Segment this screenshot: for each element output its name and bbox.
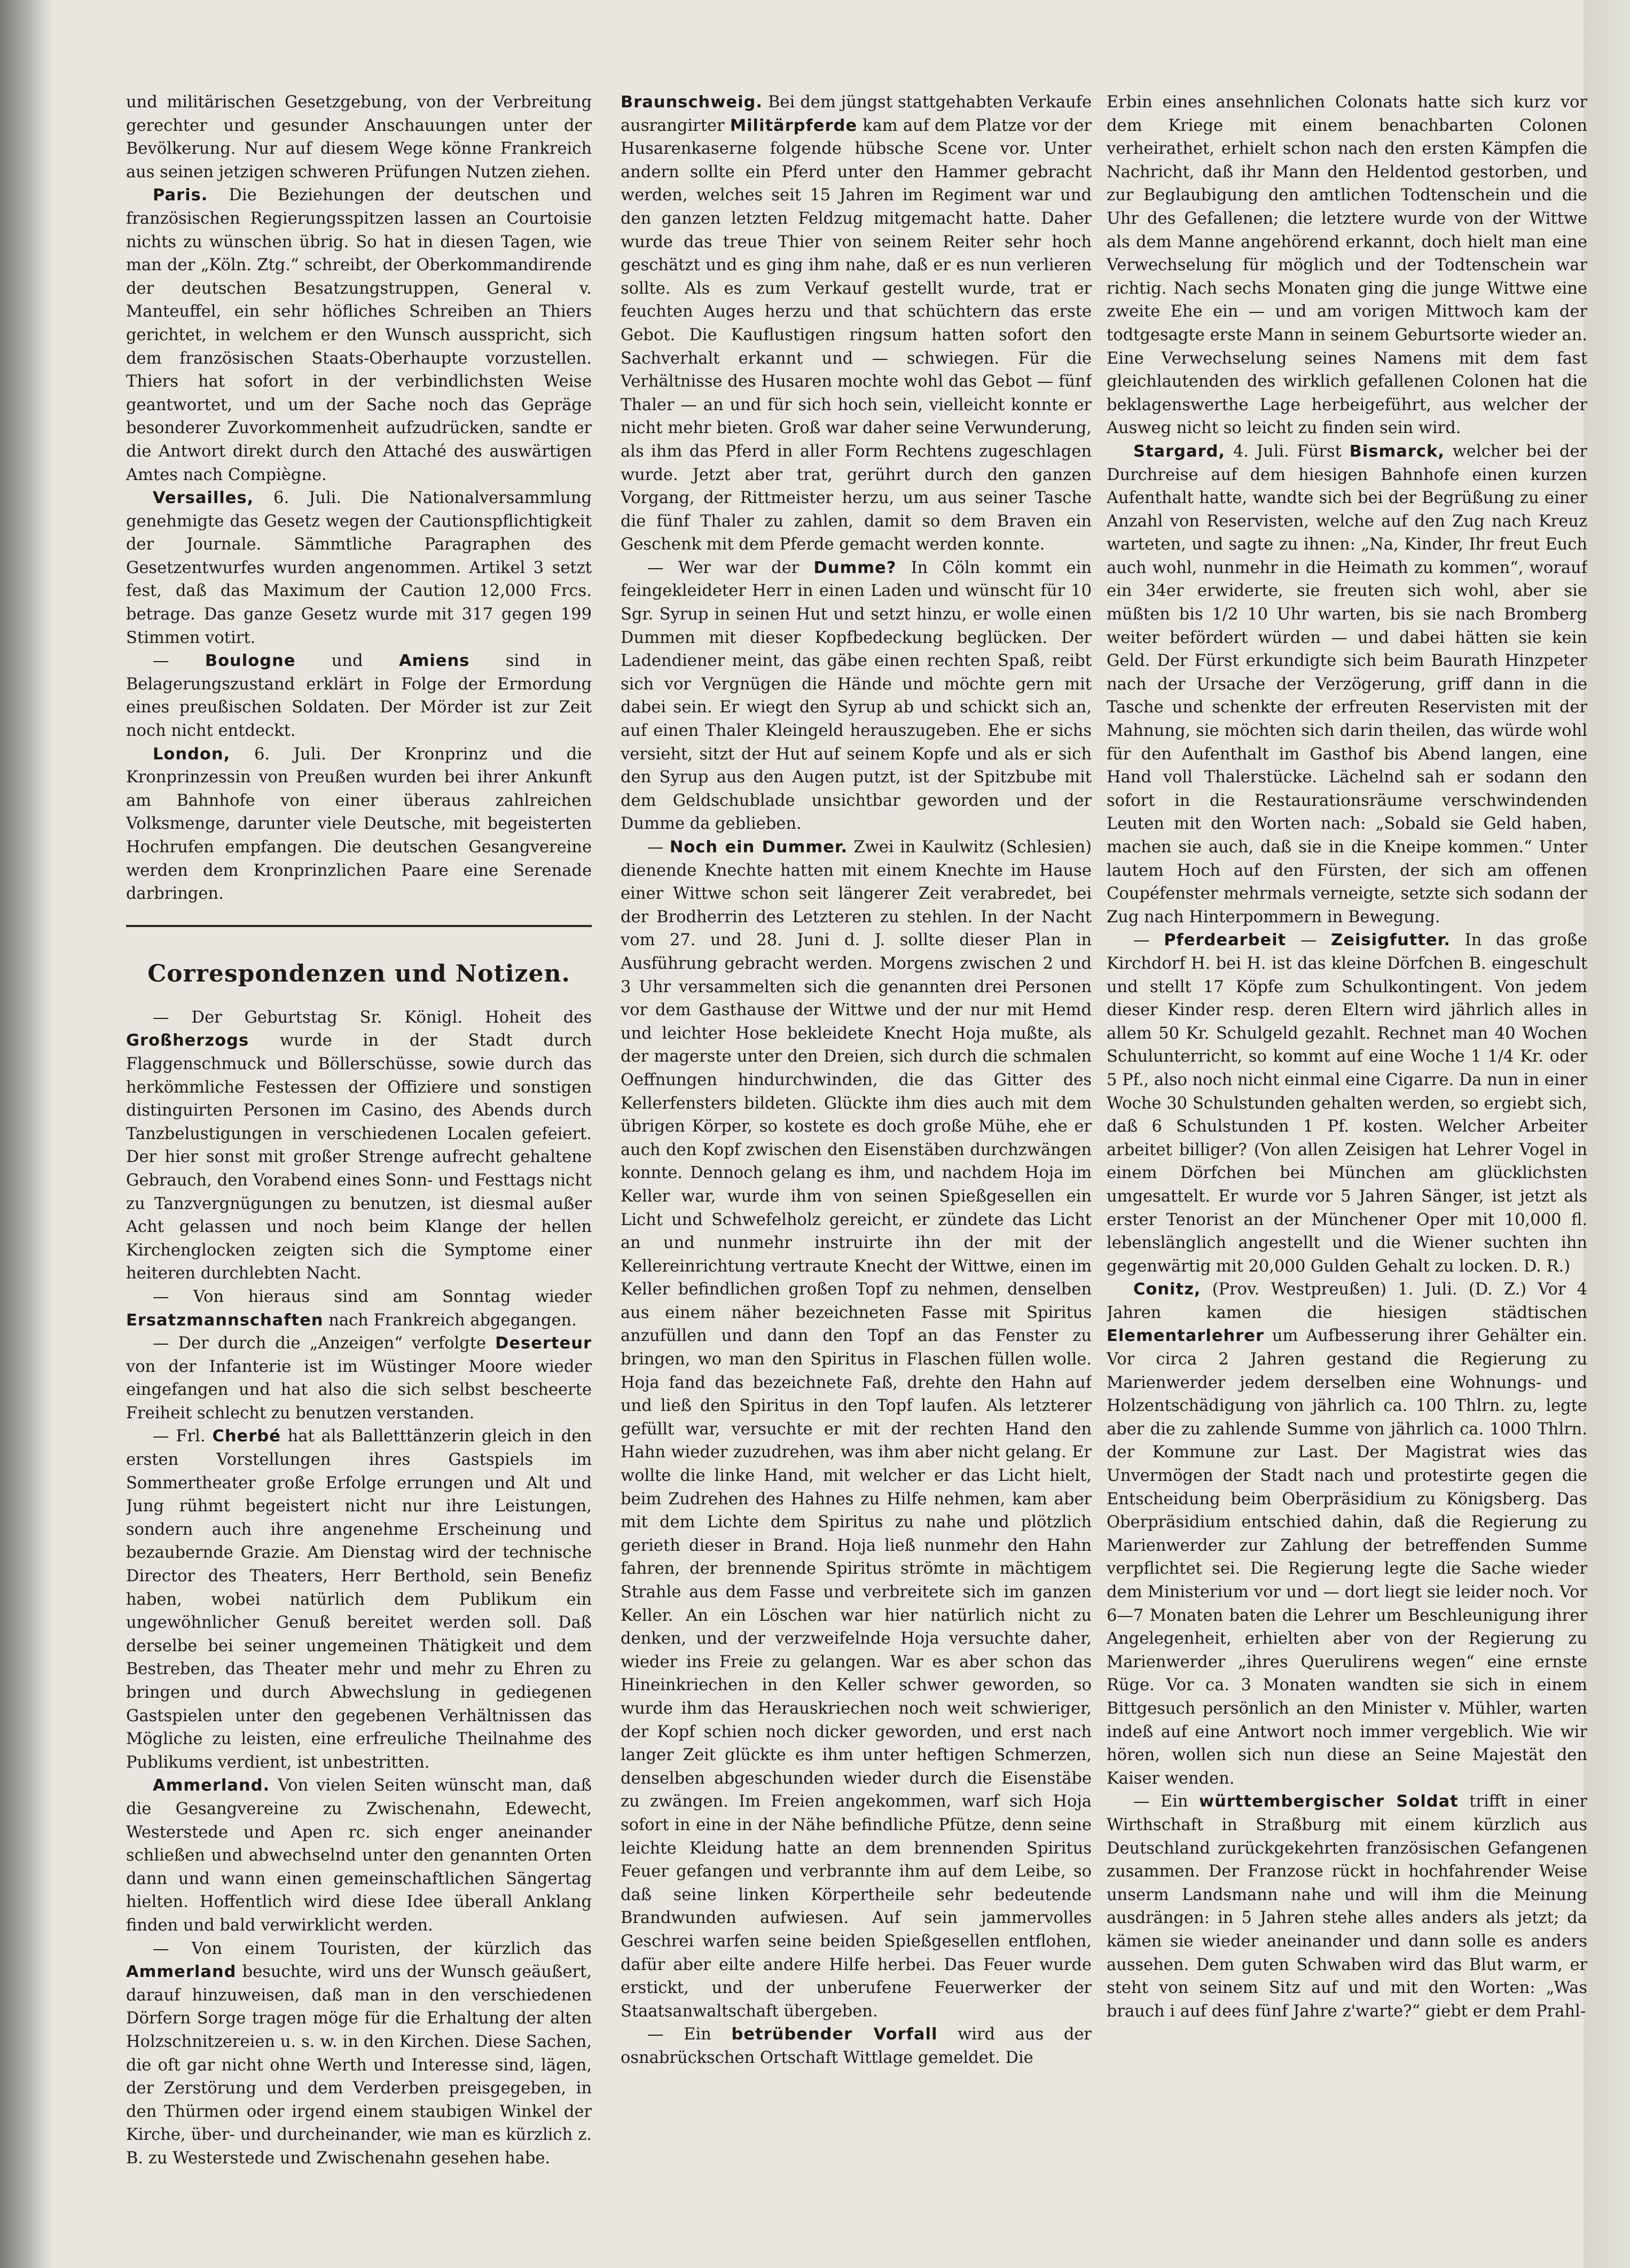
paragraph-tourist: — Von einem Touristen, der kürzlich das Ammerland besuchte, wird uns der Wunsch geäußert, darauf hinzuweisen, daß man in den verschiedenen Dörfern Sorge tragen möge für die Erhaltung der alten Holzschnitzereien u. s. w. in den Kirchen. Diese Sachen, die oft gar nicht ohne Werth und Interesse sind, lägen, der Zerstörung und dem Verderben preisgegeben, in den Thürmen oder irgend einem staubigen Winkel der Kirche, über- und durcheinander, wie man es kürzlich z. B. zu Westerstede und Zwischenahn gesehen habe.	[126, 1939, 592, 2168]
paragraph-cherbe: — Frl. Cherbé hat als Balletttänzerin gleich in den ersten Vorstellungen ihres Gastspiels im Sommertheater große Erfolge errungen und Alt und Jung rühmt begeistert nicht nur ihre Leistungen, sondern auch ihre angenehme Erscheinung und bezaubernde Grazie. Am Dienstag wird der technische Director des Theaters, Herr Berthold, sein Benefiz haben, wobei natürlich dem Publikum ein ungewöhnlicher Genuß bereitet werden soll. Daß derselbe bei seiner ungemeinen Thätigkeit und dem Bestreben, das Theater mehr und mehr zu Ehren zu bringen und durch Abwechslung in gediegenen Gastspielen unter den gegebenen Verhältnissen das Mögliche zu leisten, eine erfreuliche Theilnahme des Publikums verdient, ist unbestritten.	[126, 1427, 592, 1772]
paragraph-london: London, 6. Juli. Der Kronprinz und die Kronprinzessin von Preußen wurden bei ihrer Ankunft am Bahnhofe von einer überaus zahlreichen Volksmenge, darunter viele Deutsche, mit begeisterten Hochrufen empfangen. Die deutschen Gesangvereine werden dem Kronprinzlichen Paare eine Serenade darbringen.	[126, 744, 592, 904]
paragraph-noch-ein-dummer: — Noch ein Dummer. Zwei in Kaulwitz (Schlesien) dienende Knechte hatten mit einem Knechte im Hause einer Wittwe schon seit längerer Zeit verabredet, bei der Brodherrin des Letzteren zu stehlen. In der Nacht vom 27. und 28. Juni d. J. sollte dieser Plan in Ausführung gebracht werden. Morgens zwischen 2 und 3 Uhr versammelten sich die genannten drei Personen vor dem Gasthause der Wittwe und der nur mit Hemd und leichter Hose bekleidete Knecht Hoja mußte, als der magerste unter den Dreien, sich durch die schmalen Oeffnungen hindurchwinden, die das Gitter des Kellerfensters bildeten. Glückte ihm dies auch mit dem übrigen Körper, so kostete es doch große Mühe, ehe er auch den Kopf zwischen den Eisenstäben durchzwängen konnte. Dennoch gelang es ihm, und nachdem Hoja im Keller war, wurde ihm von seinen Spießgesellen ein Licht und Schwefelholz gereicht, er zündete das Licht an und nunmehr instruirte ihn der mit der Kellereinrichtung vertraute Knecht der Wittwe, einen im Keller befindlichen großen Topf zu nehmen, denselben aus einem näher bezeichneten Fasse mit Spiritus anzufüllen und dann den Topf an das Fenster zu bringen, wo man den Spiritus in Flaschen füllen wolle. Hoja fand das bezeichnete Faß, drehte den Hahn auf und ließ den Spiritus in den Topf laufen. Als letzterer gefüllt war, versuchte er mit der rechten Hand den Hahn wieder zuzudrehen, was ihm aber nicht gelang. Er wollte die linke Hand, mit welcher er das Licht hielt, beim Zudrehen des Hahnes zu Hilfe nehmen, kam aber mit dem Lichte dem Spiritus zu nahe und plötzlich gerieth dieser in Brand. Hoja ließ nunmehr den Hahn fahren, der brennende Spiritus strömte in mächtigem Strahle aus dem Fasse und verbreitete sich im ganzen Keller. An ein Löschen war hier natürlich nicht zu denken, und der verzweifelnde Hoja versuchte daher, wieder ins Freie zu gelangen. War es aber schon das Hineinkriechen in den Keller schwer geworden, so wurde ihm das Herauskriechen noch weit schwieriger, der Kopf schien noch dicker geworden, und erst nach langer Zeit glückte es ihm unter heftigen Schmerzen, denselben abgeschunden wieder durch die Eisenstäbe zu zwängen. Im Freien angekommen, warf sich Hoja sofort in eine in der Nähe befindliche Pfütze, denn seine leichte Kleidung hatte an dem brennenden Spiritus Feuer gefangen und verbrannte ihm auf dem Leibe, so daß seine linken Körpertheile sehr bedeutende Brandwunden aufwiesen. Auf sein jammervolles Geschrei warfen seine beiden Spießgesellen entflohen, dafür aber eilte andere Hilfe herbei. Das Feuer wurde erstickt, und der unberufene Feuerwerker der Staatsanwaltschaft übergeben.	[621, 838, 1092, 2021]
paragraph-pferdearbeit: — Pferdearbeit — Zeisigfutter. In das große Kirchdorf H. bei H. ist das kleine Dörfchen B. eingeschult und stellt 17 Köpfe zum Schulkontingent. Von jedem dieser Kinder resp. deren Eltern wird jährlich alles in allem 50 Kr. Schulgeld gezahlt. Rechnet man 40 Wochen Schulunterricht, so kommt auf eine Woche 1 1/4 Kr. oder 5 Pf., also noch nicht einmal eine Cigarre. Da nun in einer Woche 30 Schulstunden gehalten werden, so ergiebt sich, daß 6 Schulstunden 1 Pf. kosten. Welcher Arbeiter arbeitet billiger? (Von allen Zeisigen hat Lehrer Vogel in einem Dörfchen bei München am glücklichsten umgesattelt. Er wurde vor 5 Jahren Sänger, ist jetzt als erster Tenorist an der Münchener Oper mit 10,000 fl. lebenslänglich angestellt und die Wiener suchten ihn gegenwärtig mit 20,000 Gulden Gehalt zu locken. D. R.)	[1107, 931, 1587, 1276]
paragraph-ammerland: Ammerland. Von vielen Seiten wünscht man, daß die Gesangvereine zu Zwischenahn, Edewecht, Westerstede und Apen rc. sich enger aneinander schließen und abwechselnd unter den genannten Orten dann und wann einen gemeinschaftlichen Sängertag hielten. Hoffentlich wird diese Idee überall Anklang finden und bald verwirklicht werden.	[126, 1776, 592, 1935]
section-divider	[126, 925, 592, 927]
page-edge	[1584, 0, 1630, 2268]
dateline-amiens: Amiens	[398, 652, 470, 671]
paragraph-paris: Paris. Die Beziehungen der deutschen und französischen Regierungsspitzen lassen an Courtoisie nichts zu wünschen übrig. So hat in diesen Tagen, wie man der „Köln. Ztg.“ schreibt, der Oberkommandirende der deutschen Besatzungstruppen, General v. Manteuffel, ein sehr höfliches Schreiben an Thiers gerichtet, in welchem er den Wunsch ausspricht, sich dem französischen Staats-Oberhaupte vorzustellen. Thiers hat sofort in der verbindlichsten Weise geantwortet, und um der Sache noch das Gepräge besonderer Zuvorkommenheit aufzudrücken, sandte er die Antwort direkt durch den Attaché des auswärtigen Amtes nach Compiègne.	[126, 186, 592, 484]
dateline-boulogne: Boulogne	[205, 652, 296, 671]
paragraph-ersatzmannschaften: — Von hieraus sind am Sonntag wieder Ersatzmannschaften nach Frankreich abgegangen.	[126, 1287, 592, 1330]
paragraph-conitz: Conitz, (Prov. Westpreußen) 1. Juli. (D. Z.) Vor 4 Jahren kamen die hiesigen städtischen Elementarlehrer um Aufbesserung ihrer Gehälter ein. Vor circa 2 Jahren gestand die Regierung zu Marienwerder jedem derselben eine Wohnungs- und Holzentschädigung von jährlich ca. 100 Thlrn. zu, legte aber die zu zahlende Summe von jährlich ca. 1000 Thlrn. der Kommune zur Last. Der Magistrat wies das Unvermögen der Stadt nach und protestirte gegen die Entscheidung beim Oberpräsidium zu Königsberg. Das Oberpräsidium entschied dahin, daß die Regierung zu Marienwerder zur Zahlung der betreffenden Summe verpflichtet sei. Die Regierung legte die Sache wieder dem Ministerium vor und — dort liegt sie leider noch. Vor 6—7 Monaten baten die Lehrer um Beschleunigung ihrer Angelegenheit, erhielten aber von der Regierung zu Marienwerder „ihres Querulirens wegen“ eine ernste Rüge. Vor ca. 3 Monaten wandten sie sich in einem Bittgesuch persönlich an den Minister v. Mühler, warten indeß auf eine Antwort noch immer vergeblich. Wie wir hören, wollen sich nun diese an Seine Majestät den Kaiser wenden.	[1107, 1280, 1587, 1788]
dateline-paris: Paris.	[153, 186, 208, 205]
paragraph-frankreich-end: und militärischen Gesetzgebung, von der Verbreitung gerechter und gesunder Anschauungen unter der Bevölkerung. Nur auf diesem Wege könne Frankreich aus seinen jetzigen schweren Prüfungen Nutzen ziehen.	[126, 93, 592, 182]
paragraph-braunschweig: Braunschweig. Bei dem jüngst stattgehabten Verkaufe ausrangirter Militärpferde kam auf dem Platze vor der Husarenkaserne folgende hübsche Scene vor. Unter andern sollte ein Pferd unter den Hammer gebracht werden, welches seit 15 Jahren im Regiment war und den ganzen letzten Feldzug mitgemacht hatte. Daher wurde das treue Thier von seinem Reiter sehr hoch geschätzt und es ging ihm nahe, daß er es nun verlieren sollte. Als es zum Verkauf gestellt wurde, trat er feuchten Auges herzu und that schüchtern das erste Gebot. Die Kauflustigen ringsum hatten sofort den Sachverhalt erkannt und — schwiegen. Für die Verhältnisse des Husaren mochte wohl das Gebot — fünf Thaler — an und für sich hoch sein, vielleicht konnte er nicht mehr bieten. Groß war daher seine Verwunderung, als ihm das Pferd in aller Form Rechtens zugeschlagen wurde. Jetzt aber trat, gerührt durch den ganzen Vorgang, der Rittmeister herzu, um aus seiner Tasche die fünf Thaler zu zahlen, damit so dem Braven ein Geschenk mit dem Pferde gemacht werden konnte.	[621, 93, 1092, 554]
paragraph-wittwe: Erbin eines ansehnlichen Colonats hatte sich kurz vor dem Kriege mit einem benachbarten Colonen verheirathet, erhielt schon nach den ersten Kämpfen die Nachricht, daß ihr Mann den Heldentod gestorben, und zur Beglaubigung den amtlichen Todtenschein und die Uhr des Gefallenen; die letztere wurde von der Wittwe als dem Manne angehörend erkannt, doch hielt man eine Verwechselung für möglich und der Todtenschein war richtig. Nach sechs Monaten ging die junge Wittwe eine zweite Ehe ein — und am vorigen Mittwoch kam der todtgesagte erste Mann in seinem Geburtsorte wieder an. Eine Verwechselung seines Namens mit dem fast gleichlautenden des wirklich gefallenen Colonen hat die beklagenswerthe Lage herbeigeführt, aus welcher der Ausweg nicht so leicht zu finden sein wird.	[1107, 93, 1587, 438]
paragraph-soldat: — Ein württembergischer Soldat trifft in einer Wirthschaft in Straßburg mit einem kürzlich aus Deutschland zurückgekehrten französischen Gefangenen zusammen. Der Franzose rückt in hochfahrender Weise unserm Landsmann nahe und will ihm die Meinung ausdrängen: in 5 Jahren stehe alles anders als jetzt; da kämen sie wieder aneinander und dann solle es anders aussehen. Dem guten Schwaben wird das Blut warm, er steht von seinem Sitz auf und mit den Worten: „Was brauch i auf dees fünf Jahre z'warte?“ giebt er dem Prahl-	[1107, 1792, 1587, 2021]
page-gutter-shadow	[0, 0, 51, 2268]
column-left	[126, 91, 592, 2168]
column-right	[1107, 91, 1587, 2168]
dateline-versailles: Versailles,	[153, 489, 254, 508]
paragraph-dumme: — Wer war der Dumme? In Cöln kommt ein feingekleideter Herr in einen Laden und wünscht für 10 Sgr. Syrup in seinen Hut und setzt hinzu, er wolle einen Dummen mit dieser Kopfbedeckung beglücken. Der Ladendiener meint, das gäbe einen rechten Spaß, reibt sich vor Vergnügen die Hände und möchte gern mit dabei sein. Er wiegt den Syrup ab und schickt sich an, auf einen Thaler Kleingeld herauszugeben. Ehe er sichs versieht, sitzt der Hut auf seinem Kopfe und als er sich den Syrup aus den Augen putzt, ist der Spitzbube mit dem Geldschublade unsichtbar geworden und der Dumme da geblieben.	[621, 558, 1092, 834]
paragraph-vorfall: — Ein betrübender Vorfall wird aus der osnabrückschen Ortschaft Wittlage gemeldet. Die	[621, 2025, 1092, 2067]
paragraph-grossherzog: — Der Geburtstag Sr. Königl. Hoheit des Großherzogs wurde in der Stadt durch Flaggenschmuck und Böllerschüsse, sowie durch das herkömmliche Festessen der Offiziere und sonstigen distinguirten Personen im Casino, des Abends durch Tanzbelustigungen in verschiedenen Localen gefeiert. Der hier sonst mit großer Strenge aufrecht gehaltene Gebrauch, den Vorabend eines Sonn- und Festtags nicht zu Tanzvergnügungen zu benutzen, ist diesmal außer Acht gelassen und noch beim Klange der hellen Kirchenglocken zeigten sich die Symptome einer heiteren durchlebten Nacht.	[126, 1008, 592, 1283]
paragraph-boulogne-amiens: — Boulogne und Amiens sind in Belagerungszustand erklärt in Folge der Ermordung eines preußischen Soldaten. Der Mörder ist zur Zeit noch nicht entdeckt.	[126, 652, 592, 741]
paragraph-versailles: Versailles, 6. Juli. Die Nationalversammlung genehmigte das Gesetz wegen der Cautionspflichtigkeit der Journale. Sämmtliche Paragraphen des Gesetzentwurfes wurden angenommen. Artikel 3 setzt fest, daß das Maximum der Caution 12,000 Frcs. betrage. Das ganze Gesetz wurde mit 317 gegen 199 Stimmen votirt.	[126, 489, 592, 647]
column-middle	[621, 91, 1092, 2168]
paragraph-deserteur: — Der durch die „Anzeigen“ verfolgte Deserteur von der Infanterie ist im Wüstinger Moore wieder eingefangen und hat also die sich selbst bescheerte Freiheit schlecht zu benutzen verstanden.	[126, 1334, 592, 1423]
dateline-london: London,	[153, 744, 231, 764]
section-heading: Correspondenzen und Notizen.	[147, 960, 570, 987]
paragraph-stargard: Stargard, 4. Juli. Fürst Bismarck, welcher bei der Durchreise auf dem hiesigen Bahnhofe einen kurzen Aufenthalt hatte, wandte sich bei der Begrüßung zu einer Anzahl von Reservisten, welche auf den Zug nach Kreuz warteten, und sagte zu ihnen: „Na, Kinder, Ihr freut Euch auch wohl, nunmehr in die Heimath zu kommen“, worauf ein 34er erwiderte, sie freuten sich wohl, aber sie müßten bis 1/2 10 Uhr warten, bis sie nach Bromberg weiter befördert würden — und dabei hätten sie kein Geld. Der Fürst erkundigte sich beim Baurath Hinzpeter nach der Ursache der Verzögerung, griff dann in die Tasche und schenkte der erfreuten Reservisten mit der Mahnung, sie möchten sich darin theilen, das würde wohl für den Aufenthalt im Gasthof bis Abend langen, eine Hand voll Thalerstücke. Lächelnd sah er sodann den sofort in die Restaurationsräume verschwindenden Leuten mit den Worten nach: „Sobald sie Geld haben, machen sie auch, daß sie in die Kneipe kommen.“ Unter lautem Hoch auf den Fürsten, der sich am offenen Coupéfenster mehrmals verneigte, setzte sich sodann der Zug nach Hinterpommern in Bewegung.	[1107, 442, 1587, 927]
